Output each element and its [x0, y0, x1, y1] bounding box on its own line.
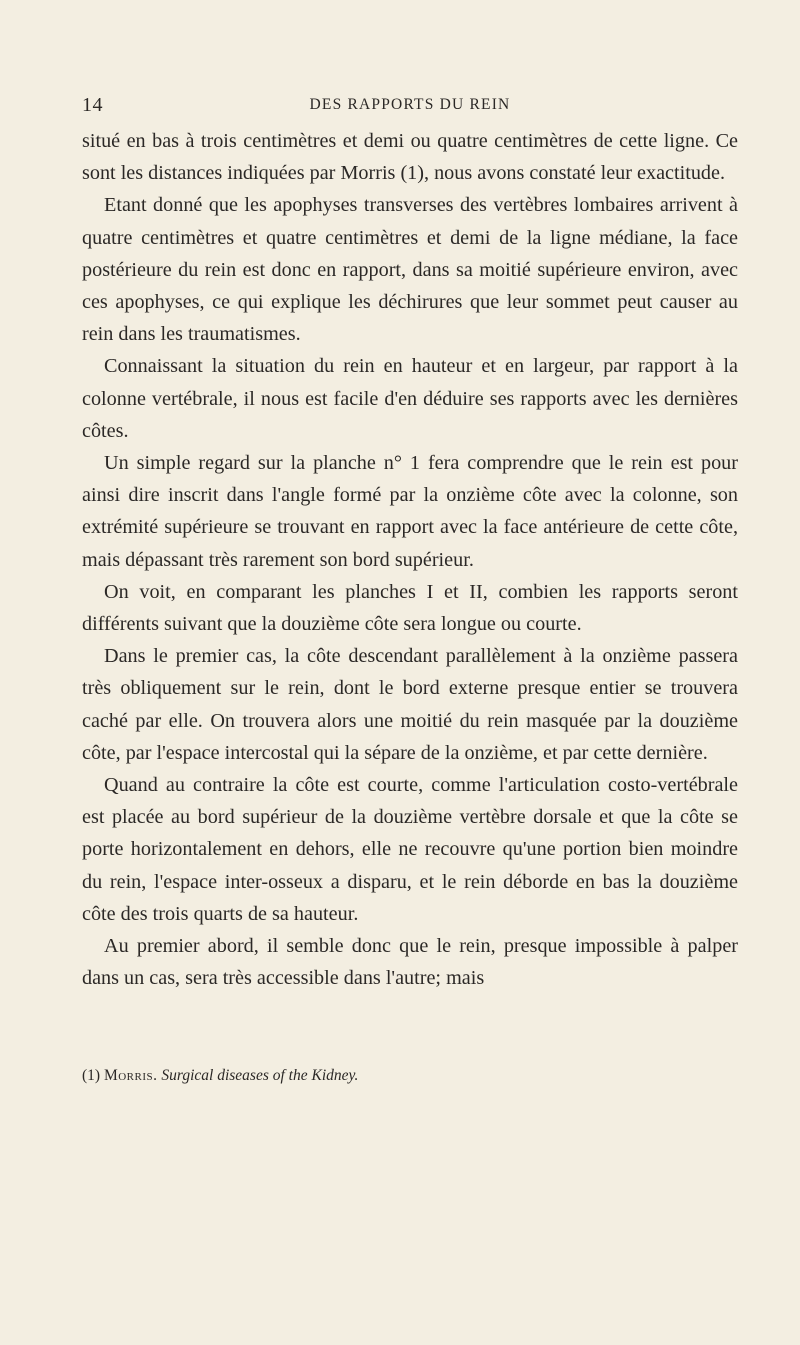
paragraph-3: Connaissant la situation du rein en hauteur et en largeur, par rapport à la colonne vertébrale, il nous est facile d'en déduire ses rapports avec les dernières côtes.: [82, 355, 738, 442]
footnote: [82, 1065, 738, 1087]
running-head: [82, 94, 738, 118]
paragraph-7: Quand au contraire la côte est courte, comme l'articulation costo-vertébrale est placée au bord supérieur de la douzième vertèbre dorsale et que la côte se porte horizontalement en dehors, elle ne recouvre qu'une portion bien moindre du rein, l'espace inter-osseux a disparu, et le rein déborde en bas la douzième côte des trois quarts de sa hauteur.: [82, 774, 738, 925]
paragraph-8: Au premier abord, il semble donc que le rein, presque impossible à palper dans un cas, sera très accessible dans l'autre; mais: [82, 935, 738, 990]
paragraph-4: Un simple regard sur la planche n° 1 fera comprendre que le rein est pour ainsi dire inscrit dans l'angle formé par la onzième côte avec la colonne, son extrémité supérieure se trouvant en rapport avec la face antérieure de cette côte, mais dépassant très rarement son bord supérieur.: [82, 452, 738, 571]
running-title: DES RAPPORTS DU REIN: [309, 96, 511, 113]
page-number: 14: [82, 94, 103, 116]
paragraph-1: situé en bas à trois centimètres et demi ou quatre centimètres de cette ligne. Ce sont les distances indiquées par Morris (1), nous avons constaté leur exactitude.: [82, 130, 738, 185]
footnote-marker: (1): [82, 1067, 101, 1084]
paragraph-5: On voit, en comparant les planches I et II, combien les rapports seront différents suivant que la douzième côte sera longue ou courte.: [82, 580, 738, 636]
footnote-title: Surgical diseases of the Kidney.: [161, 1067, 359, 1084]
body-text: [82, 125, 738, 994]
paragraph-2: Etant donné que les apophyses transverses des vertèbres lombaires arrivent à quatre centimètres et quatre centimètres et demi de la ligne médiane, la face postérieure du rein est donc en rapport, dans sa moitié supérieure environ, avec ces apophyses, ce qui explique les déchirures que leur sommet peut causer au rein dans les traumatismes.: [82, 194, 738, 346]
paragraph-6: Dans le premier cas, la côte descendant parallèlement à la onzième passera très obliquement sur le rein, dont le bord externe presque entier se trouvera caché par elle. On trouvera alors une moitié du rein masquée par la douzième côte, par l'espace intercostal qui la sépare de la onzième, et par cette dernière.: [82, 645, 738, 764]
footnote-author: Morris.: [103, 1067, 158, 1084]
